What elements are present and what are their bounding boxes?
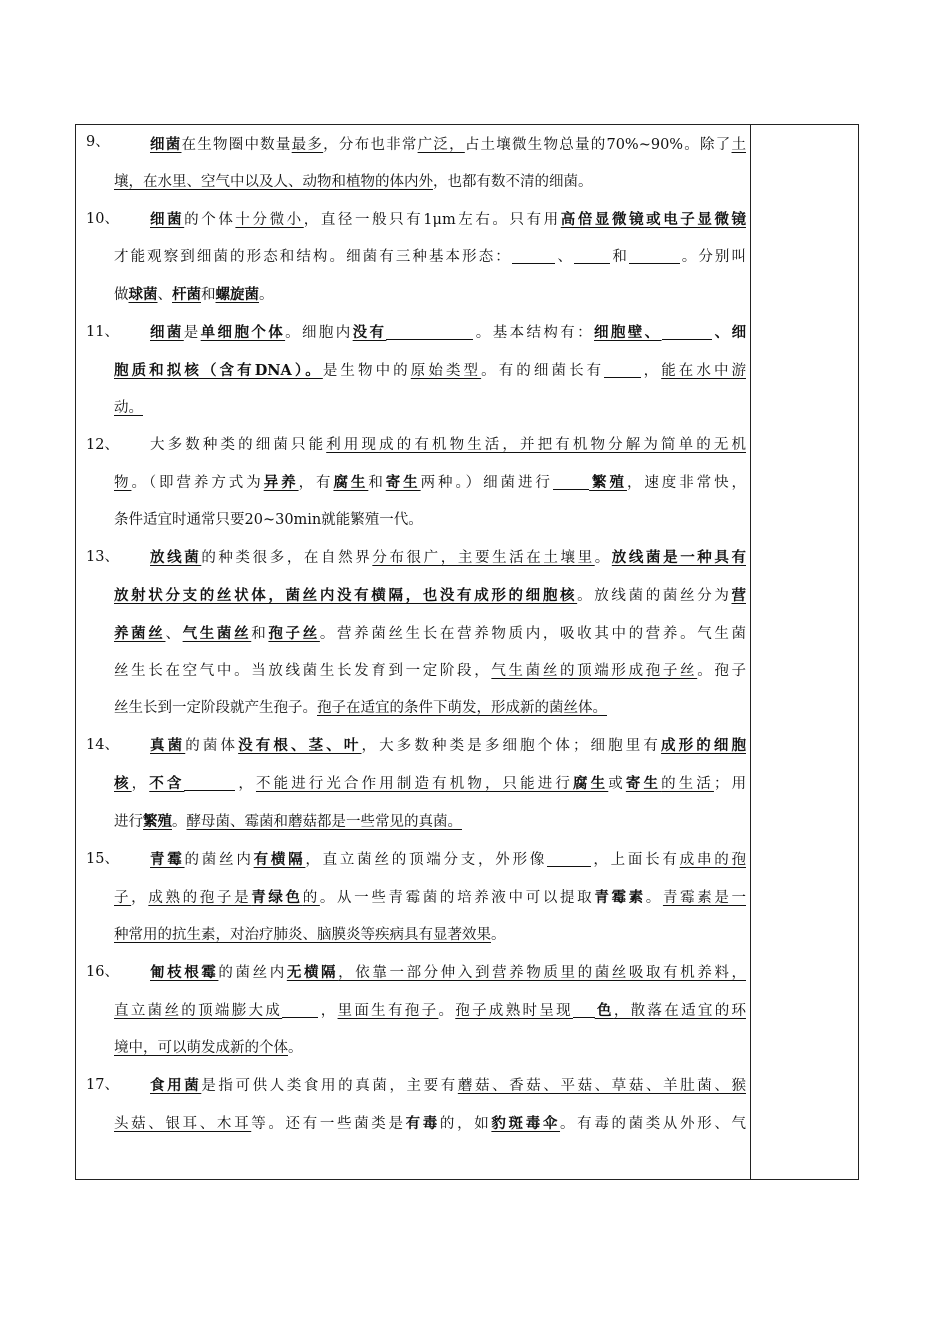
- item-line: [114, 276, 746, 314]
- item-line: [114, 841, 746, 879]
- fill-in-blank: [573, 1001, 595, 1018]
- item-line: [114, 390, 746, 427]
- fill-in-blank: [547, 850, 591, 867]
- item-16: [78, 954, 746, 1067]
- fill-in-blank: [629, 247, 680, 264]
- text-run: 子: [114, 890, 132, 906]
- text-run: 。（即营养方式为: [131, 475, 264, 491]
- text-run: 和: [251, 626, 269, 642]
- text-run: 养菌丝: [114, 625, 166, 642]
- text-run: 、: [165, 626, 183, 642]
- text-run: 核: [114, 775, 132, 792]
- text-run: ，有: [298, 475, 334, 491]
- text-run: 的种类很多，在自然界: [201, 550, 373, 566]
- text-run: ，也都有数不清的细菌。: [433, 174, 593, 190]
- item-17: [78, 1067, 746, 1143]
- text-run: 。: [491, 927, 506, 943]
- text-run: 成串的孢: [679, 852, 746, 868]
- notes-content: [78, 124, 746, 1143]
- text-run: 营: [731, 587, 746, 604]
- text-run: ，: [640, 363, 662, 379]
- text-run: 蘑菇、香菇、平菇、草菇、羊肚菌、猴: [457, 1078, 746, 1094]
- text-run: 杆菌: [172, 286, 201, 303]
- text-run: 繁殖: [143, 813, 172, 830]
- fill-in-blank: [512, 247, 556, 264]
- item-number: 17、: [86, 1077, 119, 1093]
- text-run: 孢子在适宜的条件下萌发，形成新的菌丝体。: [317, 700, 607, 716]
- text-run: ，: [318, 1003, 338, 1019]
- text-run: 。: [172, 814, 187, 830]
- text-run: 土: [731, 137, 746, 153]
- fill-in-blank: [604, 361, 640, 378]
- item-number: 9、: [86, 134, 110, 150]
- text-run: 有毒: [405, 1115, 440, 1132]
- text-run: 细菌: [150, 211, 185, 228]
- text-run: 的菌丝内: [184, 852, 254, 868]
- text-run: 的个体: [184, 212, 236, 228]
- text-run: 胞质和拟核（含有DNA）。: [114, 362, 323, 379]
- text-run: 最多: [291, 137, 324, 153]
- item-15: [78, 841, 746, 954]
- text-run: 。孢子: [697, 663, 746, 679]
- fill-in-blank: [662, 323, 713, 340]
- item-line: [114, 314, 746, 352]
- text-run: 的，如: [439, 1116, 492, 1132]
- item-line: [114, 126, 746, 164]
- text-run: 原始类型: [410, 363, 482, 379]
- fill-in-blank: [282, 1001, 318, 1018]
- text-run: 没有: [352, 324, 387, 341]
- text-run: 进行: [114, 814, 143, 830]
- text-run: 青霉素: [594, 889, 646, 906]
- text-run: ，直径一般只有1μm左右。只有用: [303, 212, 561, 228]
- text-run: 气生菌丝的顶端形成孢子丝: [491, 663, 698, 679]
- text-run: 或: [608, 776, 626, 792]
- text-run: 放射状分支的丝状体，菌丝内没有横隔，也没有成形的细胞核: [114, 587, 578, 604]
- text-run: 做: [114, 287, 129, 303]
- item-line: [114, 803, 746, 841]
- item-line: [114, 992, 746, 1030]
- text-run: 豹斑毒伞: [491, 1115, 561, 1132]
- item-number: 13、: [86, 549, 119, 565]
- text-run: 的菌体: [185, 738, 239, 754]
- text-run: 成形的细胞: [661, 737, 746, 754]
- text-run: 广泛，: [417, 137, 465, 153]
- item-line: [114, 539, 746, 577]
- table-column-divider: [750, 124, 751, 1180]
- text-run: 。: [438, 1003, 456, 1019]
- text-run: 和: [368, 475, 386, 491]
- text-run: 里面生有孢子: [337, 1003, 439, 1019]
- text-run: ，分布也非常: [323, 137, 418, 153]
- text-run: 细菌: [150, 324, 184, 341]
- text-run: 气生菌丝: [182, 625, 252, 642]
- text-run: 是指可供人类食用的真菌，主要有: [201, 1078, 458, 1094]
- text-run: ，: [235, 776, 256, 792]
- item-13: [78, 539, 746, 727]
- fill-in-blank: [184, 774, 235, 791]
- text-run: 无横隔: [286, 964, 339, 981]
- text-run: 寄生: [385, 474, 421, 491]
- item-9: [78, 124, 746, 201]
- item-line: [114, 1067, 746, 1105]
- text-run: 。: [645, 890, 663, 906]
- item-number: 16、: [86, 964, 119, 980]
- item-line: [114, 765, 746, 803]
- item-line: [114, 727, 746, 765]
- text-run: 动。: [114, 400, 143, 416]
- item-line: [114, 615, 746, 653]
- text-run: 。有毒的菌类从外形、气: [560, 1116, 746, 1132]
- item-line: [114, 690, 746, 727]
- item-11: [78, 314, 746, 427]
- item-number: 15、: [86, 851, 119, 867]
- text-run: 没有根、茎、叶: [238, 737, 362, 754]
- item-line: [114, 239, 746, 276]
- text-run: 等。还有一些菌类是: [251, 1116, 406, 1132]
- text-run: 是生物中的: [322, 363, 411, 379]
- text-run: ，直立菌丝的顶端分支，外形像: [305, 852, 548, 868]
- text-run: 细胞壁、: [594, 324, 662, 341]
- text-run: 放线菌: [150, 549, 202, 566]
- item-12: [78, 427, 746, 539]
- text-run: 十分微小: [235, 212, 304, 228]
- text-run: 。有的细菌长有: [481, 363, 605, 379]
- item-number: 10、: [86, 211, 119, 227]
- item-line: [114, 577, 746, 615]
- text-run: ，: [131, 890, 149, 906]
- text-run: ；用: [713, 776, 746, 792]
- item-line: [114, 879, 746, 917]
- text-run: ，散落在适宜的环: [613, 1003, 746, 1019]
- text-run: 寄生: [625, 775, 662, 792]
- text-run: 异养: [263, 474, 299, 491]
- fill-in-blank: [386, 323, 473, 340]
- text-run: 匍枝根霉: [150, 964, 219, 981]
- text-run: 青霉素是一: [662, 890, 746, 906]
- text-run: 球菌: [128, 286, 158, 303]
- text-run: 放线菌是一种具有: [611, 549, 746, 566]
- text-run: 是: [183, 325, 201, 341]
- text-run: ，: [131, 776, 150, 792]
- text-run: 。基本结构有：: [473, 325, 594, 341]
- text-run: 不能进行光合作用制造有机物，只能进行: [255, 776, 574, 792]
- item-number: 12、: [86, 437, 119, 453]
- text-run: 腐生: [573, 775, 609, 792]
- text-run: 丝生长到一定阶段就产生孢子。: [114, 700, 317, 716]
- text-run: 、: [157, 287, 172, 303]
- text-run: 。: [288, 1040, 303, 1056]
- text-run: 青霉: [150, 851, 185, 868]
- text-run: ，大多数种类是多细胞个体；细胞里有: [361, 738, 662, 754]
- text-run: 条件适宜时通常只要20~30min就能繁殖一代。: [114, 512, 423, 528]
- text-run: 和: [610, 249, 629, 265]
- text-run: 、: [555, 249, 575, 265]
- item-14: [78, 727, 746, 841]
- text-run: 细菌: [150, 136, 182, 153]
- item-line: [114, 464, 746, 502]
- text-run: 孢子丝: [268, 625, 320, 642]
- item-line: [114, 164, 746, 201]
- text-run: 能在水中游: [661, 363, 746, 379]
- text-run: 成熟的孢子是: [148, 890, 252, 906]
- text-run: 的: [302, 890, 320, 906]
- text-run: 。分别叫: [679, 249, 746, 265]
- item-line: [114, 427, 746, 464]
- text-run: 丝生长在空气中。当放线菌生长发育到一定阶段，: [114, 663, 492, 679]
- item-number: 14、: [86, 737, 119, 753]
- text-run: 青绿色: [251, 889, 303, 906]
- text-run: 孢子成熟时呈现: [455, 1003, 573, 1019]
- text-run: 、细: [712, 324, 746, 341]
- text-run: 占土壤微生物总量的70%~90%。除了: [464, 137, 732, 153]
- text-run: 。: [259, 287, 274, 303]
- text-run: 色: [594, 1002, 614, 1019]
- item-line: [114, 1030, 746, 1067]
- text-run: 食用菌: [150, 1077, 202, 1094]
- item-number: 11、: [86, 324, 119, 340]
- text-run: 境中，可以萌发成新的个体: [114, 1040, 288, 1056]
- text-run: 。营养菌丝生长在营养物质内，吸收其中的营养。气生菌: [319, 626, 746, 642]
- text-run: 利用现成的有机物生活，并把有机物分解为简单的无机: [326, 437, 746, 453]
- item-line: [114, 653, 746, 690]
- text-run: 两种。）细菌进行: [420, 475, 553, 491]
- item-line: [114, 917, 746, 954]
- item-line: [114, 1105, 746, 1143]
- text-run: ，依靠一部分伸入到营养物质里的菌丝吸取有机养料，: [338, 965, 746, 981]
- text-run: 头菇、银耳、木耳: [114, 1116, 252, 1132]
- item-line: [114, 352, 746, 390]
- text-run: 种常用的抗生素，对治疗肺炎、脑膜炎等疾病具有显著效果: [114, 927, 491, 943]
- item-line: [114, 502, 746, 539]
- item-line: [114, 954, 746, 992]
- text-run: 的菌丝内: [218, 965, 287, 981]
- text-run: 不含: [149, 775, 185, 792]
- text-run: 。从一些青霉菌的培养液中可以提取: [319, 890, 595, 906]
- text-run: 分布很广，主要生活在土壤里: [372, 550, 595, 566]
- text-run: 酵母菌、霉菌和蘑菇都是一些常见的真菌。: [186, 814, 462, 830]
- text-run: 。: [594, 550, 612, 566]
- text-run: 繁殖: [589, 474, 627, 491]
- text-run: 真菌: [150, 737, 186, 754]
- text-run: 壤，在水里、空气中以及人、动物和植物的体内外: [114, 174, 433, 190]
- text-run: 。放线菌的菌丝分为: [577, 588, 732, 604]
- item-10: [78, 201, 746, 314]
- item-line: [114, 201, 746, 239]
- text-run: 物: [114, 475, 132, 491]
- text-run: 在生物圈中数量: [181, 137, 292, 153]
- fill-in-blank: [574, 247, 610, 264]
- text-run: 和: [201, 287, 216, 303]
- text-run: 才能观察到细菌的形态和结构。细菌有三种基本形态：: [114, 249, 512, 265]
- text-run: 螺旋菌: [215, 286, 259, 303]
- text-run: 有横隔: [253, 851, 306, 868]
- text-run: ，上面长有: [590, 852, 680, 868]
- text-run: ，速度非常快，: [626, 475, 746, 491]
- text-run: 单细胞个体: [200, 324, 286, 341]
- text-run: 的生活: [661, 776, 714, 792]
- text-run: 高倍显微镜或电子显微镜: [560, 211, 746, 228]
- fill-in-blank: [553, 473, 589, 490]
- text-run: 直立菌丝的顶端膨大成: [114, 1003, 283, 1019]
- text-run: 腐生: [333, 474, 369, 491]
- text-run: 。细胞内: [285, 325, 353, 341]
- text-run: 大多数种类的细菌只能: [150, 437, 327, 453]
